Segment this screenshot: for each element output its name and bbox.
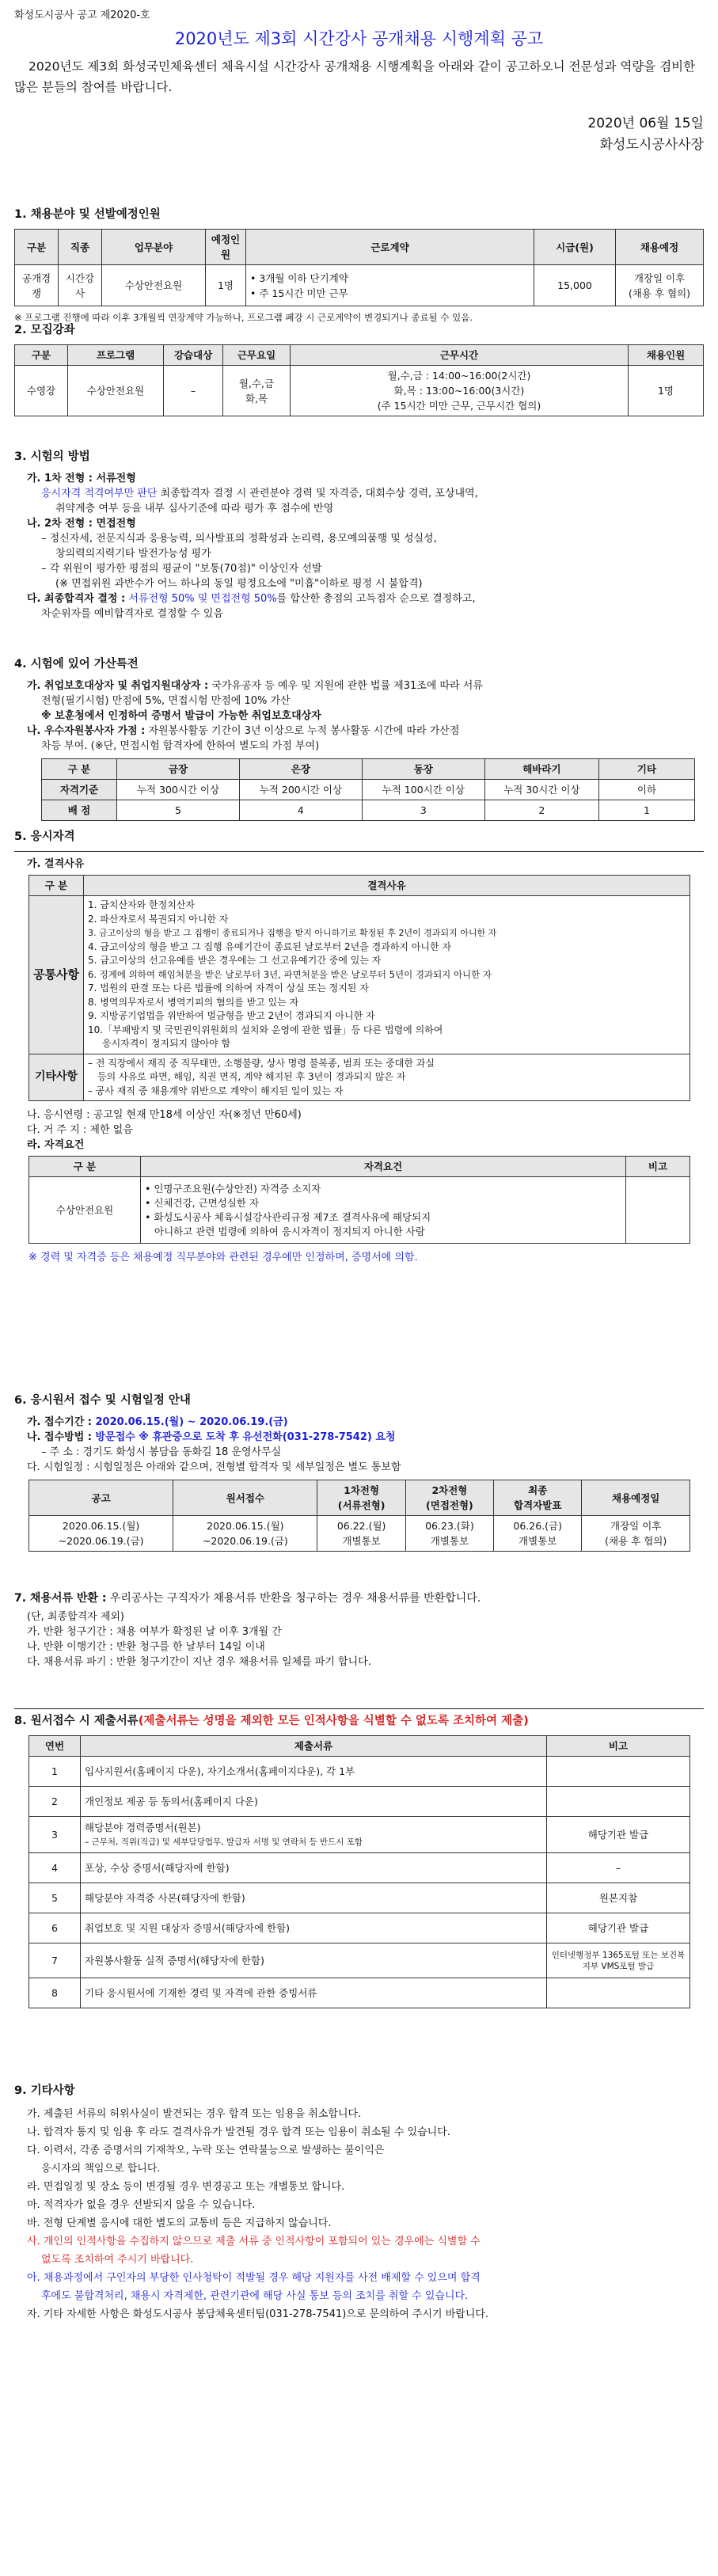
schedule-table	[28, 1480, 690, 1552]
s4-line-3: ※ 보훈청에서 인정하여 증명서 발급이 가능한 취업보호대상자	[41, 710, 321, 722]
th-workdays: 근무요일	[223, 345, 291, 366]
th-sch-second: 2차전형 (면접전형)	[405, 1480, 493, 1516]
section-7	[14, 1591, 704, 1670]
th-sch-first: 1차전형 (서류전형)	[317, 1480, 405, 1516]
s7-line-2: 가. 반환 청구기간 : 채용 여부가 확정된 날 이후 3개월 간	[27, 1626, 282, 1638]
s6-addr: – 주 소 : 경기도 화성시 봉담읍 동화길 18 운영사무실	[41, 1446, 282, 1458]
s9-red-1: 사. 개인의 인적사항을 수집하지 않으므로 제출 서류 중 인적사항이 포함되어 있는 경우에는 식별할 수	[27, 2236, 481, 2247]
cell-other-score: 1	[599, 800, 695, 821]
common-item-4: 4. 금고이상의 형을 받고 그 집행 유예기간이 종료된 날로부터 2년을 경과하지 아니한 자	[88, 940, 451, 952]
th-course-category: 구분	[15, 345, 68, 366]
section-4	[14, 657, 704, 821]
course-table	[14, 344, 704, 416]
th-wage: 시급(원)	[534, 230, 616, 265]
workdays-line-2: 화,목	[245, 392, 268, 405]
req-items	[141, 1177, 626, 1244]
s9-line-5: 라. 면접일정 및 장소 등이 변경될 경우 변경공고 또는 개별통보 합니다.	[27, 2181, 345, 2193]
s3-line-10: 차순위자를 예비합격자로 결정할 수 있음	[41, 608, 224, 620]
th-req-category: 구 분	[29, 1157, 141, 1177]
s3-line-8: (※ 면접위원 과반수가 어느 하나의 동일 평정요소에 "미흡"이하로 평정 시 불합격)	[55, 578, 423, 590]
common-item-9: 9. 지방공기업법을 위반하여 벌금형을 받고 2년이 경과되지 아니한 자	[88, 1010, 375, 1021]
worktime-line-3: (주 15시간 미만 근무, 근무시간 협의)	[377, 400, 541, 412]
bonus-table	[41, 758, 695, 821]
req-item-3b: 아니하고 관련 법령에 의하여 응시자격이 정지되지 아니한 사람	[154, 1225, 425, 1237]
th-sch-notice: 공고	[29, 1480, 173, 1516]
th-sch-hire: 채용예정일	[582, 1480, 690, 1516]
s4-line-1: 가. 취업보호대상자 및 취업지원대상자 : 국가유공자 등 예우 및 지원에 관한 법률 제31조에 따라 서류	[27, 680, 483, 692]
s9-blue-1: 아. 채용과정에서 구인자의 부당한 인사청탁이 적발될 경우 해당 지원자를 사전 배제할 수 있으며 합격	[27, 2272, 481, 2284]
th-dq-reason: 결격사유	[84, 876, 690, 896]
cell-silver-criteria: 누적 200시간 이상	[239, 780, 362, 800]
cell-worktime	[291, 366, 629, 416]
th-req-note: 비고	[626, 1157, 690, 1177]
common-item-7: 7. 법원의 판결 또는 다른 법률에 의하여 자격이 상실 또는 정지된 자	[88, 982, 369, 994]
cell-job-type: 시간강사	[59, 265, 102, 306]
th-bonus-category: 구 분	[42, 759, 117, 780]
doc-row-5: 5 해당분야 자격증 사본(해당자에 한함) 원본지참	[29, 1883, 690, 1913]
s9-last: 자. 기타 자세한 사항은 화성도시공사 봉담체육센터팀(031-278-7541)으로 문의하여 주시기 바랍니다.	[27, 2308, 489, 2320]
th-contract: 근로계약	[246, 230, 534, 265]
s9-line-1: 가. 제출된 서류의 허위사실이 발견되는 경우 합격 또는 임용을 취소합니다.	[27, 2108, 362, 2120]
worktime-line-1: 월,수,금 : 14:00~16:00(2시간)	[387, 370, 531, 382]
apply-period: 2020.06.15.(월) ~ 2020.06.19.(금)	[95, 1416, 288, 1428]
section-1	[14, 207, 704, 325]
s7-line-1: (단, 최종합격자 제외)	[27, 1611, 125, 1623]
common-item-3: 3. 금고이상의 형을 받고 그 집행이 종료되거나 집행을 받지 아니하기로 확정된 후 2년이 경과되지 아니한 자	[88, 928, 497, 938]
s3-line-1: 가. 1차 전형 : 서류전형	[27, 473, 136, 484]
th-bronze: 동장	[362, 759, 484, 780]
th-silver: 은장	[239, 759, 362, 780]
s3-line-7: – 각 위원이 평가한 평점의 평균이 "보통(70점)" 이상인자 선발	[41, 563, 322, 575]
s5-na: 나. 응시연령 : 공고일 현재 만18세 이상인 자(※정년 만60세)	[27, 1109, 302, 1121]
section-9	[14, 2084, 704, 2323]
s9-line-6: 마. 적격자가 없을 경우 선발되지 않을 수 있습니다.	[27, 2199, 256, 2211]
other-label: 기타사항	[29, 1054, 84, 1101]
th-hire-count: 채용인원	[629, 345, 704, 366]
doc-row-4: 4 포상, 수상 증명서(해당자에 한함) –	[29, 1853, 690, 1883]
cell-start	[616, 265, 704, 306]
intro-text: 2020년도 제3회 화성국민체육센터 체육시설 시간강사 공개채용 시행계획을 아래와 같이 공고하오니 전문성과 역량을 겸비한 많은 분들의 참여를 바랍니다.	[14, 59, 696, 94]
cell-silver-score: 4	[239, 800, 362, 821]
th-field: 업무분야	[102, 230, 206, 265]
cell-pool: 수영장	[15, 366, 68, 416]
req-item-3: • 화성도시공사 체육시설강사관리규정 제7조 결격사유에 해당되지	[145, 1210, 431, 1223]
section-2-title: 2. 모집강좌	[14, 324, 75, 336]
section-3-title: 3. 시험의 방법	[14, 450, 90, 463]
th-sch-final: 최종 합격자발표	[494, 1480, 582, 1516]
section-7-title: 7. 채용서류 반환 : 우리공사는 구직자가 채용서류 반환을 청구하는 경우 채용서류를 반환합니다.	[14, 1592, 481, 1605]
apply-method: 방문접수 ※ 휴관중으로 도착 후 유선전화(031-278-7542) 요청	[95, 1431, 396, 1443]
doc-row-3: 3 해당분야 경력증명서(원본) – 근무처, 직위(직급) 및 세부담당업무, 발급자 서명 및 연락처 등 반드시 포함 해당기관 발급	[29, 1817, 690, 1853]
s5-ga: 가. 결격사유	[27, 858, 85, 870]
cell-wage: 15,000	[534, 265, 616, 306]
other-items	[84, 1054, 690, 1101]
s6-ga: 가. 접수기간 : 2020.06.15.(월) ~ 2020.06.19.(금)	[27, 1416, 288, 1428]
s3-line-6: 창의력의지력기타 발전가능성 평가	[55, 548, 211, 560]
documents-table	[28, 1735, 690, 2008]
cell-target: –	[164, 366, 223, 416]
header-block	[14, 8, 704, 153]
s4-line-5: 차등 부여. (※단, 면접시험 합격자에 한하여 별도의 가점 부여)	[41, 740, 320, 752]
common-item-2: 2. 파산자로서 복권되지 아니한 자	[88, 913, 229, 925]
common-item-1: 1. 금치산자와 한정치산자	[88, 899, 195, 910]
req-label: 수상안전요원	[29, 1177, 141, 1244]
cell-gold-score: 5	[117, 800, 240, 821]
other-item-2: – 공사 재직 중 채용계약 위반으로 계약이 해지된 일이 있는 자	[88, 1085, 344, 1096]
s9-line-2: 나. 합격자 통지 및 임용 후 라도 결격사유가 발견될 경우 합격 또는 임용이 취소될 수 있습니다.	[27, 2126, 450, 2138]
common-item-10b: 응시자격이 정지되지 않아야 함	[102, 1038, 231, 1049]
th-gold: 금장	[117, 759, 240, 780]
workdays-line-1: 월,수,금	[238, 377, 275, 389]
sch-first: 06.22.(월) 개별통보	[317, 1516, 405, 1552]
cell-workdays	[223, 366, 291, 416]
start-line-1: 개장일 이후	[633, 272, 686, 284]
sch-apply: 2020.06.15.(월) ~2020.06.19.(금)	[173, 1516, 317, 1552]
section-3	[14, 450, 704, 621]
req-item-1: • 인명구조요원(수상안전) 자격증 소지자	[145, 1182, 321, 1195]
s7-line-3: 나. 반환 이행기간 : 반환 청구를 한 날부터 14일 이내	[27, 1641, 265, 1653]
cell-hire-count: 1명	[629, 366, 704, 416]
s3-blue-1: 응시자격 적격여부만 판단	[41, 488, 158, 500]
cell-program: 수상안전요원	[68, 366, 164, 416]
s9-line-7: 바. 전형 단계별 응시에 대한 별도의 교통비 등은 지급하지 않습니다.	[27, 2217, 332, 2229]
cell-bronze-score: 3	[362, 800, 484, 821]
page-title: 2020년도 제3회 시간강사 공개채용 시행계획 공고	[174, 29, 544, 48]
th-other: 기타	[599, 759, 695, 780]
common-item-10: 10.「부패방지 및 국민권익위원회의 설치와 운영에 관한 법률」등 다른 법령에 의하여	[88, 1024, 443, 1035]
disqualify-table	[28, 875, 690, 1101]
th-doc-name: 제출서류	[81, 1736, 547, 1757]
th-category: 구분	[15, 230, 59, 265]
s3-line-4: 나. 2차 전형 : 면접전형	[27, 518, 136, 530]
s3-line-3: 취약계층 여부 등을 내부 심사기준에 따라 평가 후 점수에 반영	[55, 503, 334, 515]
section-5-divider	[14, 851, 704, 852]
cell-sunflower-score: 2	[484, 800, 598, 821]
sch-hire: 개장일 이후 (채용 후 협의)	[582, 1516, 690, 1552]
doc-row-6: 6 취업보호 및 지원 대상자 증명서(해당자에 한함) 해당기관 발급	[29, 1913, 690, 1943]
common-item-6: 6. 징계에 의하여 해임처분을 받은 날로부터 3년, 파면처분을 받은 날로부터 5년이 경과되지 아니한 자	[88, 968, 492, 980]
section-1-note: ※ 프로그램 진행에 따라 이후 3개월씩 연장계약 가능하나, 프로그램 폐강 시 근로계약이 변경되거나 종료될 수 있음.	[14, 312, 473, 323]
s3-line-9: 다. 최종합격자 결정 : 서류전형 50% 및 면접전형 50%를 합산한 총점의 고득점자 순으로 결정하고,	[27, 593, 476, 605]
cell-sunflower-criteria: 누적 30시간 이상	[484, 780, 598, 800]
th-job-type: 직종	[59, 230, 102, 265]
th-start: 채용예정	[616, 230, 704, 265]
cell-gold-criteria: 누적 300시간 이상	[117, 780, 240, 800]
section-5	[14, 830, 704, 1265]
th-planned: 예정인원	[206, 230, 246, 265]
s3-line-5: – 정신자세, 전문지식과 응용능력, 의사발표의 정확성과 논리력, 용모예의품행 및 성실성,	[41, 533, 437, 545]
cell-other-criteria: 이하	[599, 780, 695, 800]
doc-row-7: 7 자원봉사활동 실적 증명서(해당자에 한함) 인터넷행정부 1365포털 또는 보건복지부 VMS포털 발급	[29, 1943, 690, 1978]
section-4-title: 4. 시험에 있어 가산특전	[14, 658, 139, 671]
s5-ra: 라. 자격요건	[27, 1139, 85, 1151]
notice-date: 2020년 06월 15일	[587, 116, 704, 131]
th-sch-apply: 원서접수	[173, 1480, 317, 1516]
cell-contract	[246, 265, 534, 306]
cell-category: 공개경쟁	[15, 265, 59, 306]
section-8	[14, 1708, 704, 2008]
cell-planned: 1명	[206, 265, 246, 306]
requirements-table	[28, 1156, 690, 1244]
s9-line-4: 응시자의 책임으로 합니다.	[41, 2163, 161, 2175]
section-1-title: 1. 채용분야 및 선발예정인원	[14, 208, 161, 221]
section-8-divider	[14, 1708, 704, 1709]
start-line-2: (채용 후 협의)	[628, 287, 691, 299]
common-item-5: 5. 금고이상의 선고유예를 받은 경우에는 그 선고유예기간 중에 있는 자	[88, 955, 382, 966]
s6-na: 나. 접수방법 : 방문접수 ※ 휴관중으로 도착 후 유선전화(031-278-7542) 요청	[27, 1431, 396, 1443]
cell-bronze-criteria: 누적 100시간 이상	[362, 780, 484, 800]
worktime-line-2: 화,목 : 13:00~16:00(3시간)	[393, 385, 525, 397]
th-dq-category: 구 분	[29, 876, 84, 896]
req-note-cell	[626, 1177, 690, 1244]
section-9-title: 9. 기타사항	[14, 2084, 75, 2097]
doc-row-2: 2 개인정보 제공 등 동의서(홈페이지 다운)	[29, 1787, 690, 1817]
th-worktime: 근무시간	[291, 345, 629, 366]
section-5-title: 5. 응시자격	[14, 830, 75, 843]
doc-row-8: 8 기타 응시원서에 기재한 경력 및 자격에 관한 증빙서류	[29, 1978, 690, 2008]
th-req-content: 자격요건	[141, 1157, 626, 1177]
sch-second: 06.23.(화) 개별통보	[405, 1516, 493, 1552]
th-doc-note: 비고	[547, 1736, 690, 1757]
s4-line-4: 나. 우수자원봉사자 가점 : 자원봉사활동 기간이 3년 이상으로 누적 봉사활동 시간에 따라 가산점	[27, 725, 460, 737]
s5-note: ※ 경력 및 자격증 등은 채용예정 직무분야와 관련된 경우에만 인정하며, 증명서에 의함.	[28, 1252, 418, 1263]
s9-blue-2: 후에도 불합격처리, 채용시 자격제한, 관련기관에 해당 사실 통보 등의 조치를 취할 수 있습니다.	[41, 2290, 469, 2302]
section-6	[14, 1393, 704, 1552]
s9-line-3: 다. 이력서, 각종 증명서의 기재착오, 누락 또는 연락불능으로 발생하는 불이익은	[27, 2145, 385, 2156]
contract-line-2: • 주 15시간 미만 근무	[250, 287, 348, 299]
th-sunflower: 해바라기	[484, 759, 598, 780]
th-target: 강습대상	[164, 345, 223, 366]
contract-line-1: • 3개월 이하 단기계약	[250, 272, 348, 284]
common-items	[84, 896, 690, 1054]
cell-field: 수상안전요원	[102, 265, 206, 306]
s5-da: 다. 거 주 지 : 제한 없음	[27, 1124, 133, 1136]
notice-signer: 화성도시공사사장	[599, 137, 704, 153]
doc-row-1: 1 입사지원서(홈페이지 다운), 자기소개서(홈페이지다운), 각 1부	[29, 1757, 690, 1787]
s3-line-2: 응시자격 적격여부만 판단 최종합격자 결정 시 관련분야 경력 및 자격증, 대회수상 경력, 포상내역,	[41, 488, 478, 500]
recruit-table	[14, 229, 704, 306]
s9-list	[14, 2105, 704, 2323]
th-doc-no: 연번	[29, 1736, 81, 1757]
other-item-1: – 전 직장에서 재직 중 직무태만, 소행불량, 상사 명령 불복종, 범죄 또는 중대한 과실	[88, 1057, 435, 1069]
s4-line-2: 전형(필기시험) 만점에 5%, 면접시험 만점에 10% 가산	[41, 695, 291, 707]
row-score-label: 배 점	[42, 800, 117, 821]
sch-final: 06.26.(금) 개별통보	[494, 1516, 582, 1552]
s3-blue-2: 서류전형 50% 및 면접전형 50%	[128, 593, 277, 605]
notice-number: 화성도시공사 공고 제2020-호	[14, 9, 150, 21]
other-item-1b: 등의 사유로 파면, 해임, 직권 면직, 계약 해지된 후 3년이 경과되지 않은 자	[97, 1071, 406, 1082]
s6-da: 다. 시험일정 : 시험일정은 아래와 같으며, 전형별 합격자 및 세부일정은 별도 통보함	[27, 1461, 401, 1473]
req-item-2: • 신체건강, 근면성실한 자	[145, 1196, 260, 1209]
section-2	[14, 323, 704, 416]
s9-red-2: 없도록 조치하여 주시기 바랍니다.	[41, 2254, 194, 2266]
common-label: 공통사항	[29, 896, 84, 1054]
sch-notice: 2020.06.15.(월) ~2020.06.19.(금)	[29, 1516, 173, 1552]
s7-line-4: 다. 채용서류 파기 : 반환 청구기간이 지난 경우 채용서류 일체를 파기 합니다.	[27, 1656, 371, 1668]
section-6-title: 6. 응시원서 접수 및 시험일정 안내	[14, 1394, 191, 1407]
section-8-title: 8. 원서접수 시 제출서류(제출서류는 성명을 제외한 모든 인적사항을 식별할 수 없도록 조치하여 제출)	[14, 1715, 529, 1727]
common-item-8: 8. 병역의무자로서 병역기피의 혐의를 받고 있는 자	[88, 996, 299, 1008]
th-program: 프로그램	[68, 345, 164, 366]
row-criteria-label: 자격기준	[42, 780, 117, 800]
